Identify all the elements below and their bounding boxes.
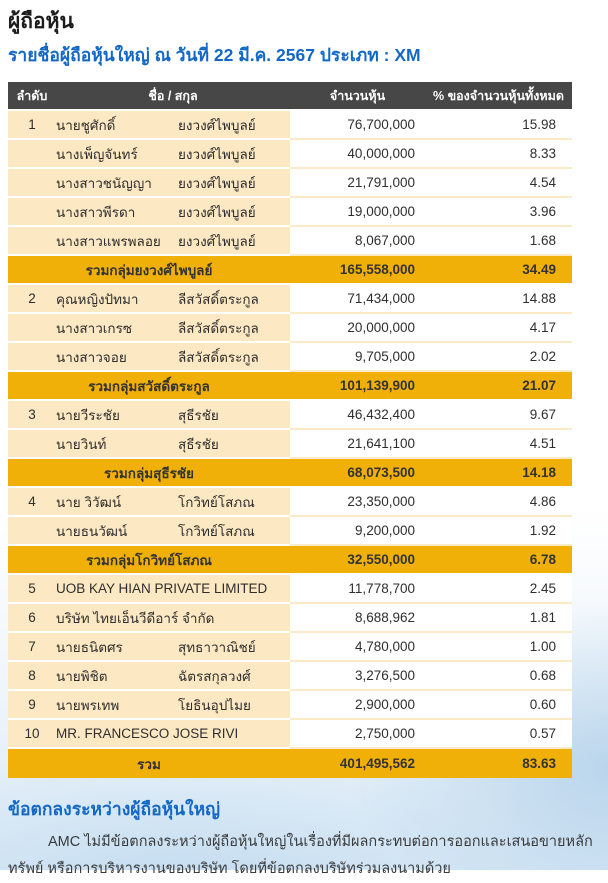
holder-shares: 9,200,000 bbox=[290, 517, 425, 546]
subtotal-shares: 165,558,000 bbox=[339, 262, 415, 277]
subtotal-percent: 6.78 bbox=[529, 552, 556, 567]
holder-first-name: นางสาวชนัญญา bbox=[56, 169, 178, 198]
subtotal-percent: 14.18 bbox=[522, 465, 556, 480]
subtotal-shares: 32,550,000 bbox=[347, 552, 415, 567]
table-row bbox=[8, 517, 572, 546]
holder-name: UOB KAY HIAN PRIVATE LIMITED bbox=[56, 575, 290, 604]
holder-shares: 8,067,000 bbox=[290, 227, 425, 256]
holder-last-name: ยงวงศ์ไพบูลย์ bbox=[178, 140, 290, 169]
row-number: 8 bbox=[8, 662, 56, 691]
holder-first-name: คุณหญิงปัทมา bbox=[56, 285, 178, 314]
column-header-shares: จำนวนหุ้น bbox=[329, 88, 386, 103]
holder-percent: 1.81 bbox=[425, 604, 572, 633]
holder-shares: 20,000,000 bbox=[290, 314, 425, 343]
holder-shares: 9,705,000 bbox=[290, 343, 425, 372]
row-number: 9 bbox=[8, 691, 56, 720]
total-label: รวม bbox=[137, 756, 161, 772]
table-group-subtotal-row bbox=[8, 546, 572, 575]
table-row bbox=[8, 662, 572, 691]
subtotal-percent: 21.07 bbox=[522, 378, 556, 393]
holder-first-name: นางเพ็ญจันทร์ bbox=[56, 140, 178, 169]
row-number: 10 bbox=[8, 720, 56, 749]
holder-first-name: นายชูศักดิ์ bbox=[56, 111, 178, 140]
holder-first-name: นางสาวแพรพลอย bbox=[56, 227, 178, 256]
holder-last-name: ฉัตรสกุลวงศ์ bbox=[178, 662, 290, 691]
holder-shares: 8,688,962 bbox=[290, 604, 425, 633]
row-number: 6 bbox=[8, 604, 56, 633]
holder-first-name: นายพรเทพ bbox=[56, 691, 178, 720]
holder-percent: 1.68 bbox=[425, 227, 572, 256]
holder-percent: 8.33 bbox=[425, 140, 572, 169]
holder-last-name: ยงวงศ์ไพบูลย์ bbox=[178, 227, 290, 256]
subtotal-percent: 34.49 bbox=[522, 262, 556, 277]
table-row bbox=[8, 140, 572, 169]
holder-first-name: นางสาวพีรดา bbox=[56, 198, 178, 227]
holder-first-name: นายธนิตศร bbox=[56, 633, 178, 662]
table-group-subtotal-row bbox=[8, 459, 572, 488]
holder-percent: 1.00 bbox=[425, 633, 572, 662]
page-title: ผู้ถือหุ้น bbox=[8, 10, 74, 33]
table-group-subtotal-row bbox=[8, 256, 572, 285]
table-total-row bbox=[8, 749, 572, 778]
holder-last-name: ยงวงศ์ไพบูลย์ bbox=[178, 198, 290, 227]
holder-shares: 71,434,000 bbox=[290, 285, 425, 314]
holder-percent: 2.45 bbox=[425, 575, 572, 604]
holder-first-name: นายพิชิต bbox=[56, 662, 178, 691]
holder-shares: 19,000,000 bbox=[290, 198, 425, 227]
major-shareholders-subtitle: รายชื่อผู้ถือหุ้นใหญ่ ณ วันที่ 22 มี.ค. 2567 ประเภท : XM bbox=[8, 45, 421, 65]
holder-shares: 23,350,000 bbox=[290, 488, 425, 517]
column-header-percent: % ของจำนวนหุ้นทั้งหมด bbox=[433, 88, 564, 103]
table-row bbox=[8, 111, 572, 140]
holder-last-name: สุทธาวาณิชย์ bbox=[178, 633, 290, 662]
row-number: 7 bbox=[8, 633, 56, 662]
table-header-row bbox=[8, 82, 572, 111]
table-row bbox=[8, 401, 572, 430]
row-number bbox=[8, 343, 56, 372]
holder-first-name: นายวีระชัย bbox=[56, 401, 178, 430]
holder-first-name: นางสาวเกรซ bbox=[56, 314, 178, 343]
holder-last-name: ลีสวัสดิ์ตระกูล bbox=[178, 343, 290, 372]
column-header-name: ชื่อ / สกุล bbox=[148, 88, 198, 103]
holder-shares: 21,641,100 bbox=[290, 430, 425, 459]
table-row bbox=[8, 575, 572, 604]
holder-percent: 0.57 bbox=[425, 720, 572, 749]
table-row bbox=[8, 488, 572, 517]
row-number: 5 bbox=[8, 575, 56, 604]
holder-name: บริษัท ไทยเอ็นวีดีอาร์ จำกัด bbox=[56, 604, 290, 633]
holder-shares: 76,700,000 bbox=[290, 111, 425, 140]
table-row bbox=[8, 430, 572, 459]
subtotal-percent: 83.63 bbox=[522, 756, 556, 771]
row-number: 3 bbox=[8, 401, 56, 430]
row-number: 4 bbox=[8, 488, 56, 517]
column-header-order: ลำดับ bbox=[16, 88, 48, 103]
table-row bbox=[8, 604, 572, 633]
holder-shares: 40,000,000 bbox=[290, 140, 425, 169]
holder-percent: 4.17 bbox=[425, 314, 572, 343]
holder-last-name: โกวิทย์โสภณ bbox=[178, 517, 290, 546]
holder-last-name: โกวิทย์โสภณ bbox=[178, 488, 290, 517]
holder-last-name: สุธีรชัย bbox=[178, 430, 290, 459]
subtotal-shares: 401,495,562 bbox=[339, 756, 415, 771]
holder-shares: 4,780,000 bbox=[290, 633, 425, 662]
shareholders-table bbox=[8, 82, 572, 778]
subtotal-shares: 101,139,900 bbox=[339, 378, 415, 393]
holder-percent: 4.86 bbox=[425, 488, 572, 517]
holder-percent: 0.60 bbox=[425, 691, 572, 720]
holder-name: MR. FRANCESCO JOSE RIVI bbox=[56, 720, 290, 749]
holder-first-name: นายธนวัฒน์ bbox=[56, 517, 178, 546]
row-number bbox=[8, 140, 56, 169]
table-row bbox=[8, 314, 572, 343]
row-number bbox=[8, 198, 56, 227]
row-number: 1 bbox=[8, 111, 56, 140]
table-row bbox=[8, 227, 572, 256]
row-number bbox=[8, 314, 56, 343]
table-row bbox=[8, 720, 572, 749]
agreement-section-heading: ข้อตกลงระหว่างผู้ถือหุ้นใหญ่ bbox=[8, 799, 221, 819]
subtotal-shares: 68,073,500 bbox=[347, 465, 415, 480]
holder-percent: 0.68 bbox=[425, 662, 572, 691]
table-group-subtotal-row bbox=[8, 372, 572, 401]
table-row bbox=[8, 691, 572, 720]
holder-shares: 46,432,400 bbox=[290, 401, 425, 430]
holder-last-name: ลีสวัสดิ์ตระกูล bbox=[178, 314, 290, 343]
group-label: รวมกลุ่มโกวิทย์โสภณ bbox=[86, 552, 212, 568]
row-number bbox=[8, 227, 56, 256]
holder-last-name: โยธินอุปไมย bbox=[178, 691, 290, 720]
row-number bbox=[8, 169, 56, 198]
holder-last-name: ลีสวัสดิ์ตระกูล bbox=[178, 285, 290, 314]
holder-percent: 9.67 bbox=[425, 401, 572, 430]
holder-first-name: นาย วิวัฒน์ bbox=[56, 488, 178, 517]
holder-first-name: นางสาวจอย bbox=[56, 343, 178, 372]
table-row bbox=[8, 198, 572, 227]
table-row bbox=[8, 633, 572, 662]
group-label: รวมกลุ่มยงวงศ์ไพบูลย์ bbox=[85, 262, 213, 278]
holder-shares: 2,900,000 bbox=[290, 691, 425, 720]
row-number bbox=[8, 430, 56, 459]
holder-percent: 1.92 bbox=[425, 517, 572, 546]
holder-shares: 2,750,000 bbox=[290, 720, 425, 749]
holder-percent: 4.51 bbox=[425, 430, 572, 459]
holder-last-name: สุธีรชัย bbox=[178, 401, 290, 430]
row-number: 2 bbox=[8, 285, 56, 314]
group-label: รวมกลุ่มสุธีรชัย bbox=[104, 465, 194, 481]
table-body bbox=[8, 111, 572, 778]
holder-shares: 21,791,000 bbox=[290, 169, 425, 198]
holder-shares: 3,276,500 bbox=[290, 662, 425, 691]
holder-percent: 4.54 bbox=[425, 169, 572, 198]
holder-percent: 15.98 bbox=[425, 111, 572, 140]
holder-last-name: ยงวงศ์ไพบูลย์ bbox=[178, 111, 290, 140]
row-number bbox=[8, 517, 56, 546]
group-label: รวมกลุ่มสวัสดิ์ตระกูล bbox=[88, 378, 210, 394]
table-row bbox=[8, 285, 572, 314]
holder-percent: 2.02 bbox=[425, 343, 572, 372]
holder-first-name: นายวินท์ bbox=[56, 430, 178, 459]
holder-percent: 14.88 bbox=[425, 285, 572, 314]
table-row bbox=[8, 169, 572, 198]
holder-percent: 3.96 bbox=[425, 198, 572, 227]
agreement-paragraph: AMC ไม่มีข้อตกลงระหว่างผู้ถือหุ้นใหญ่ในเรื่องที่มีผลกระทบต่อการออกและเสนอขายหลักทรัพย์ หรือการบริหารงานของบริษัท โดยที่ข้อตกลงบริษัทร่วมลงนามด้วย bbox=[8, 834, 593, 877]
table-row bbox=[8, 343, 572, 372]
holder-shares: 11,778,700 bbox=[290, 575, 425, 604]
holder-last-name: ยงวงศ์ไพบูลย์ bbox=[178, 169, 290, 198]
